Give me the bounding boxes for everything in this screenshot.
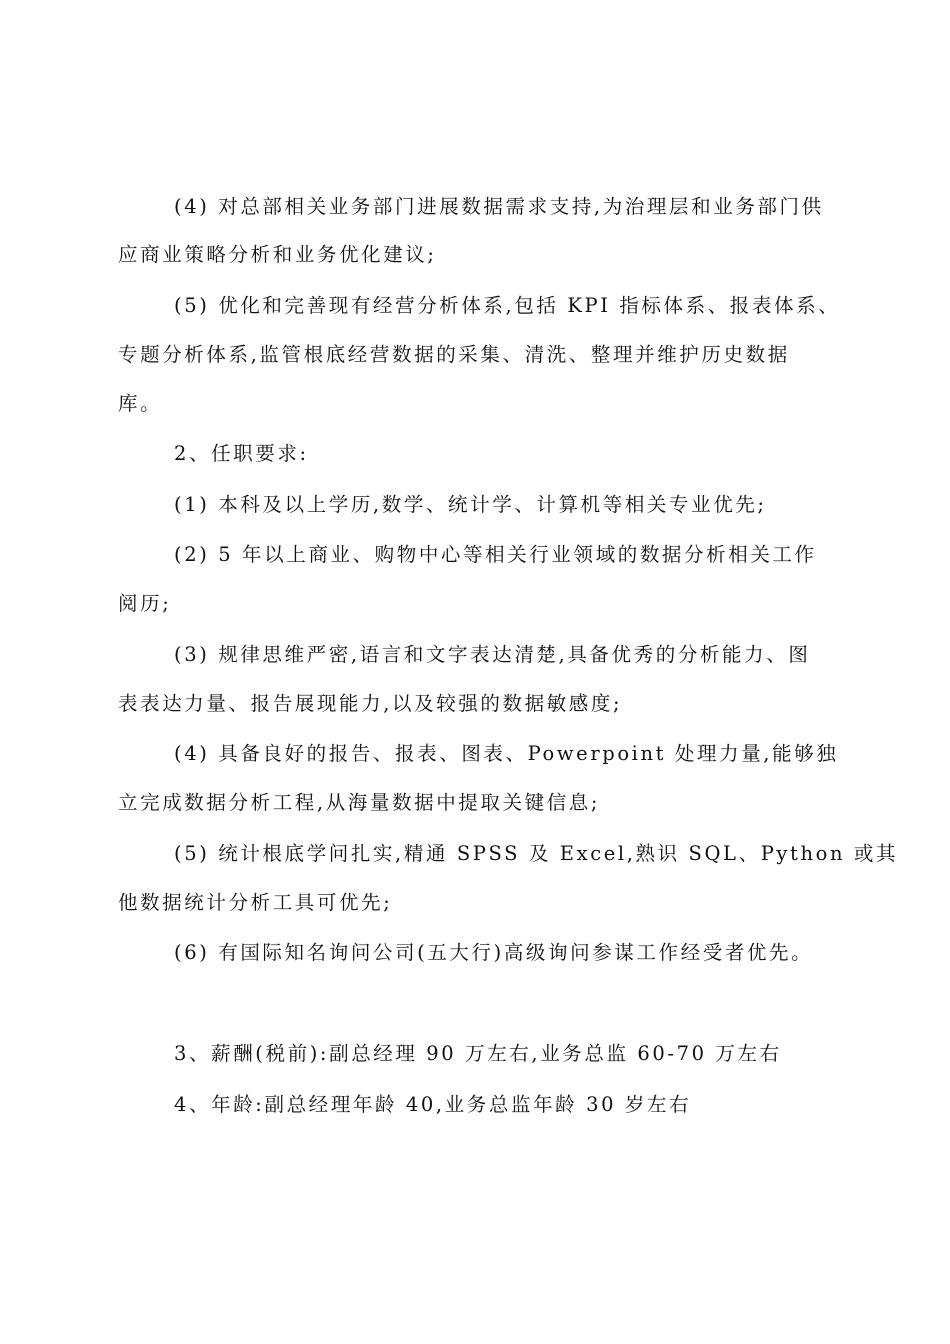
duty-5-line-3: 库。: [118, 392, 163, 415]
salary-line: 3、薪酬(税前):副总经理 90 万左右,业务总监 60-70 万左右: [174, 1042, 782, 1065]
req-5-line-2: 他数据统计分析工具可优先;: [118, 891, 393, 914]
duty-5-line-1: (5) 优化和完善现有经营分析体系,包括 KPI 指标体系、报表体系、: [174, 294, 841, 317]
duty-4-line-2: 应商业策略分析和业务优化建议;: [118, 243, 437, 266]
req-3-line-1: (3) 规律思维严密,语言和文字表达清楚,具备优秀的分析能力、图: [174, 643, 811, 666]
requirements-heading: 2、任职要求:: [174, 442, 309, 465]
req-5-line-1: (5) 统计根底学问扎实,精通 SPSS 及 Excel,熟识 SQL、Python 或其: [174, 842, 899, 865]
req-2-line-2: 阅历;: [118, 592, 172, 615]
req-4-line-2: 立完成数据分析工程,从海量数据中提取关键信息;: [118, 791, 601, 814]
duty-4-line-1: (4) 对总部相关业务部门进展数据需求支持,为治理层和业务部门供: [174, 195, 824, 218]
age-line: 4、年龄:副总经理年龄 40,业务总监年龄 30 岁左右: [174, 1093, 692, 1116]
duty-5-line-2: 专题分析体系,监管根底经营数据的采集、清洗、整理并维护历史数据: [118, 343, 790, 366]
req-6-line-1: (6) 有国际知名询问公司(五大行)高级询问参谋工作经受者优先。: [174, 941, 814, 964]
req-2-line-1: (2) 5 年以上商业、购物中心等相关行业领域的数据分析相关工作: [174, 543, 817, 566]
req-3-line-2: 表表达力量、报告展现能力,以及较强的数据敏感度;: [118, 692, 623, 715]
req-4-line-1: (4) 具备良好的报告、报表、图表、Powerpoint 处理力量,能够独: [174, 742, 839, 765]
req-1-line-1: (1) 本科及以上学历,数学、统计学、计算机等相关专业优先;: [174, 493, 767, 516]
